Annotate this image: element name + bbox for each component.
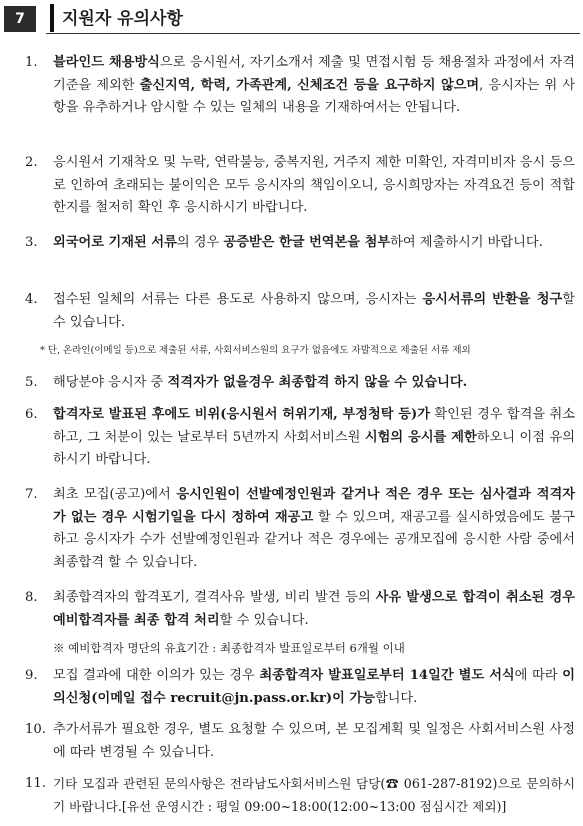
- item-text: [53, 152, 575, 220]
- item-number: 4.: [25, 292, 38, 307]
- item-text-plain: 접수된 일체의 서류는 다른 용도로 사용하지 않으며, 응시자는: [53, 292, 423, 307]
- item-text-plain: 응시원서 기재착오 및 누락, 연락불능, 중복지원, 거주지 제한 미확인, 자격미비자 응시 등으로 인하여 초래되는 불이익은 모두 응시자의 책임이오니, 응시희망자는 자격요건 등이 적합한지를 철저히 확인 후 응시하시기 바랍니다.: [53, 155, 575, 215]
- header-rule: [46, 33, 580, 34]
- item-number: 9.: [25, 668, 38, 683]
- item-text: [53, 719, 575, 764]
- item-text: [53, 404, 575, 472]
- item-number: 1.: [25, 55, 38, 70]
- title-accent-bar: [50, 4, 54, 32]
- item-text-bold: 응시인원이 선발예정인원과 같거나 적은 경우 또는 심사결과 적격자가 없는 경우 시험기일을 다시 정하여 재공고: [53, 487, 575, 525]
- item-text-bold: 블라인드 채용방식: [53, 55, 160, 70]
- item-text: [53, 665, 575, 710]
- item-text-plain: 기타 모집과 관련된 문의사항은 전라남도사회서비스원 담당(☎ 061-287-8192)으로 문의하시기 바랍니다.[유선 운영시간 : 평일 09:00~18:00(12:00~13:00 점심시간 제외)]: [53, 776, 575, 814]
- item-number: 2.: [25, 155, 38, 170]
- item-text-plain: 하오니 이점 유의하시기 바랍니다.: [53, 429, 575, 467]
- item-text-bold: 출신지역, 학력, 가족관계, 신체조건 등을 요구하지 않으며: [139, 77, 480, 93]
- section-number-badge: 7: [4, 6, 36, 32]
- item-text-bold: 이의신청(이메일 접수 recruit@jn.pass.or.kr)이 가능: [53, 668, 575, 706]
- item-text-plain: 확인된 경우 합격을 취소하고, 그 처분이 있는 날로부터 5년까지 사회서비스원: [53, 407, 575, 445]
- item-text-bold: 최종합격자 발표일로부터 14일간 별도 서식: [259, 668, 515, 683]
- item-text-plain: 할 수 있으며, 재공고를 실시하였음에도 불구하고 응시자가 수가 선발예정인원과 같거나 적은 경우에는 공개모집에 응시한 사람 중에서 최종합격 할 수 있습니다.: [53, 509, 575, 570]
- item-text-bold: 적격자가 없을경우 최종합격 하지 않을 수 있습니다.: [167, 375, 468, 390]
- item-text-bold: 외국어로 기재된 서류: [53, 235, 177, 250]
- item-text-bold: 응시서류의 반환을 청구: [422, 292, 563, 307]
- item-text-bold: 사유 발생으로 합격이 취소된 경우 예비합격자를 최종 합격 처리: [53, 590, 575, 628]
- item-number: 8.: [25, 590, 38, 605]
- item-number: 3.: [25, 235, 38, 250]
- item-number: 5.: [25, 375, 38, 390]
- item-number: 6.: [25, 407, 38, 422]
- item-number: 11.: [25, 776, 46, 791]
- footnote-item-8: ※ 예비합격자 명단의 유효기간 : 최종합격자 발표일로부터 6개월 이내: [53, 641, 405, 655]
- item-text-plain: 최종합격자의 합격포기, 결격사유 발생, 비리 발견 등의: [53, 590, 376, 605]
- footnote-item-4: * 단, 온라인(이메일 등)으로 제출된 서류, 사회서비스원의 요구가 없음에도 자발적으로 제출된 서류 제외: [40, 345, 471, 356]
- item-text: [53, 484, 575, 574]
- item-text: [53, 289, 575, 334]
- section-header: [4, 4, 304, 31]
- item-text-plain: 합니다.: [374, 690, 418, 706]
- item-text-plain: 해당분야 응시자 중: [53, 375, 168, 390]
- item-text-plain: 할 수 있습니다.: [219, 612, 309, 628]
- item-text: [53, 587, 575, 632]
- item-text-plain: , 응시자는 위 사항을 유추하거나 암시할 수 있는 일체의 내용을 기재하여서는 안됩니다.: [53, 77, 575, 115]
- item-text: [53, 52, 575, 120]
- item-text-bold: 시험의 응시를 제한: [364, 429, 477, 445]
- item-text-bold: 공증받은 한글 번역본을 첨부: [223, 235, 391, 250]
- item-text: [53, 372, 575, 395]
- item-number: 7.: [25, 487, 38, 502]
- section-title: 지원자 유의사항: [62, 9, 183, 29]
- item-text-plain: 하여 제출하시기 바랍니다.: [390, 235, 543, 250]
- item-text-plain: 추가서류가 필요한 경우, 별도 요청할 수 있으며, 본 모집계획 및 일정은 사회서비스원 사정에 따라 변경될 수 있습니다.: [53, 722, 575, 760]
- item-number: 10.: [25, 722, 46, 737]
- item-text: [53, 773, 575, 818]
- item-text-bold: 합격자로 발표된 후에도 비위(응시원서 허위기재, 부정청탁 등)가: [53, 407, 431, 422]
- item-text-plain: 의 경우: [176, 235, 224, 250]
- item-text-plain: 모집 결과에 대한 이의가 있는 경우: [53, 668, 260, 683]
- item-text-plain: 최초 모집(공고)에서: [53, 487, 177, 502]
- item-text-plain: 으로 응시원서, 자기소개서 제출 및 면접시험 등 채용절차 과정에서 자격 기준을 제외한: [53, 55, 575, 93]
- item-text-plain: 에 따라: [514, 668, 563, 683]
- item-text: [53, 232, 575, 255]
- item-text-plain: 할 수 있습니다.: [53, 292, 575, 330]
